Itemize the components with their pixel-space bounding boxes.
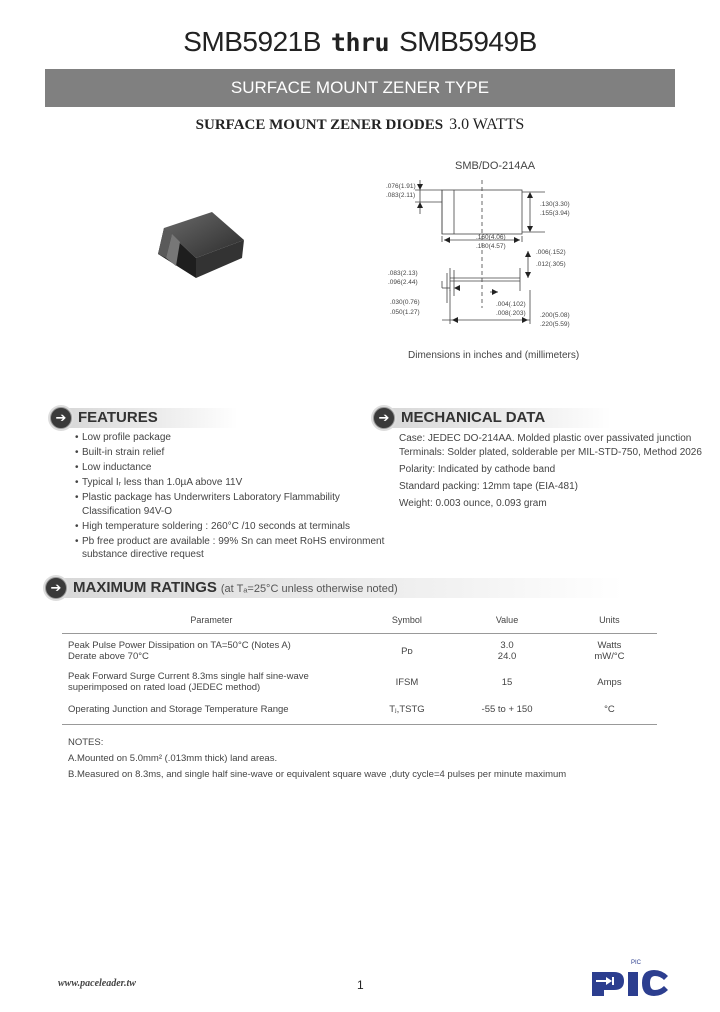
package-name: SMB/DO-214AA xyxy=(455,160,536,172)
arrow-right-icon: ➔ xyxy=(373,407,395,429)
smb-package-photo xyxy=(150,210,250,290)
mechanical-data xyxy=(399,432,702,511)
page-number: 1 xyxy=(357,978,364,992)
mech-line: Terminals: Solder plated, solderable per MIL-STD-750, Method 2026 xyxy=(399,447,702,458)
dim-label: .083(2.11) xyxy=(386,192,416,199)
note-line: A.Mounted on 5.0mm² (.013mm thick) land areas. xyxy=(68,753,278,764)
dim-label: .155(3.94) xyxy=(540,210,570,217)
ratings-header xyxy=(45,578,675,598)
notes xyxy=(68,735,566,783)
col-header-parameter: Parameter xyxy=(62,607,362,634)
mech-line: Case: JEDEC DO-214AA. Molded plastic over passivated junction xyxy=(399,433,692,444)
dim-label: .012(.305) xyxy=(536,261,566,268)
table-row xyxy=(62,696,657,722)
dim-label: .006(.152) xyxy=(536,249,566,256)
table-header-row xyxy=(62,607,657,634)
footer-url[interactable]: www.paceleader.tw xyxy=(58,978,136,989)
value-cell: 15 xyxy=(501,676,513,688)
dim-label: .008(.203) xyxy=(496,310,526,317)
arrow-right-icon: ➔ xyxy=(50,407,72,429)
dim-label: .200(5.08) xyxy=(540,312,570,319)
col-header-units: Units xyxy=(562,607,657,634)
document-title xyxy=(0,26,720,58)
package-dimension-drawing xyxy=(380,178,595,328)
dim-label: .050(1.27) xyxy=(390,309,420,316)
param-cell: Operating Junction and Storage Temperature Range xyxy=(68,703,289,715)
dim-label: .160(4.06) xyxy=(476,234,506,241)
mechanical-header xyxy=(373,408,673,428)
dim-label: .220(5.59) xyxy=(540,321,570,328)
mechanical-title: MECHANICAL DATA xyxy=(401,409,546,426)
title-thru: thru xyxy=(330,28,390,57)
symbol-cell: Tⱼ,TSTG xyxy=(389,703,425,715)
notes-title: NOTES: xyxy=(68,737,104,748)
dim-label: .130(3.30) xyxy=(540,201,570,208)
dim-label: .076(1.91) xyxy=(386,183,416,190)
list-item: • Plastic package has Underwriters Laboratory Flammability xyxy=(75,492,340,503)
table-row xyxy=(62,634,657,669)
list-item: • High temperature soldering : 260°C /10 seconds at terminals xyxy=(75,520,351,532)
list-item: • Low profile package xyxy=(75,432,171,443)
col-header-symbol: Symbol xyxy=(362,607,453,634)
list-item: • Low inductance xyxy=(75,462,152,473)
list-item: substance directive request xyxy=(82,549,204,560)
mech-line: Polarity: Indicated by cathode band xyxy=(399,464,556,475)
features-title: FEATURES xyxy=(78,409,158,426)
mech-line: Standard packing: 12mm tape (EIA-481) xyxy=(399,481,578,492)
list-item: Classification 94V-O xyxy=(82,505,173,517)
units-cell: °C xyxy=(604,703,615,715)
dim-label: .096(2.44) xyxy=(388,279,418,286)
units-cell: Amps xyxy=(597,676,622,688)
ratings-title-line xyxy=(73,579,398,596)
list-item: • Pb free product are available : 99% Sn can meet RoHS environment xyxy=(75,535,385,547)
symbol-cell: IFSM xyxy=(395,676,419,688)
symbol-cell: Pᴅ xyxy=(401,645,413,657)
pic-logo xyxy=(590,960,672,998)
table-bottom-rule xyxy=(62,724,657,725)
dim-label: .180(4.57) xyxy=(476,243,506,250)
col-header-value: Value xyxy=(452,607,562,634)
ratings-table xyxy=(62,607,657,722)
features-list xyxy=(75,431,384,563)
wattage: 3.0 WATTS xyxy=(449,116,525,133)
ratings-condition: (at Tₐ=25°C unless otherwise noted) xyxy=(220,583,398,595)
param-cell: Peak Forward Surge Current 8.3ms single half sine-wave superimposed on rated load (JEDEC method) xyxy=(68,671,309,693)
part-start: SMB5921B xyxy=(183,26,321,57)
dimension-note: Dimensions in inches and (millimeters) xyxy=(408,350,580,361)
mech-line: Weight: 0.003 ounce, 0.093 gram xyxy=(399,498,547,509)
part-end: SMB5949B xyxy=(399,26,537,57)
dim-label: .030(0.76) xyxy=(390,299,420,306)
logo-text: PIC xyxy=(631,960,642,966)
note-line: B.Measured on 8.3ms, and single half sine-wave or equivalent square wave ,duty cycle=4 pulses per minute maximum xyxy=(68,769,567,780)
subtitle-text: SURFACE MOUNT ZENER DIODES xyxy=(195,117,444,133)
value-cell: 3.0 24.0 xyxy=(497,640,517,662)
units-cell: Watts mW/°C xyxy=(594,640,625,662)
table-row xyxy=(62,668,657,696)
param-cell: Peak Pulse Power Dissipation on TA=50°C (Notes A) Derate above 70°C xyxy=(68,640,291,662)
features-header xyxy=(50,408,340,428)
type-banner: SURFACE MOUNT ZENER TYPE xyxy=(45,69,675,107)
value-cell: -55 to + 150 xyxy=(481,703,533,715)
list-item: • Typical Iᵣ less than 1.0µA above 11V xyxy=(75,477,243,488)
arrow-right-icon: ➔ xyxy=(45,577,67,599)
dim-label: .004(.102) xyxy=(496,301,526,308)
subtitle xyxy=(0,116,720,134)
dim-label: .083(2.13) xyxy=(388,270,418,277)
ratings-title: MAXIMUM RATINGS xyxy=(73,579,217,596)
list-item: • Built-in strain relief xyxy=(75,447,165,458)
